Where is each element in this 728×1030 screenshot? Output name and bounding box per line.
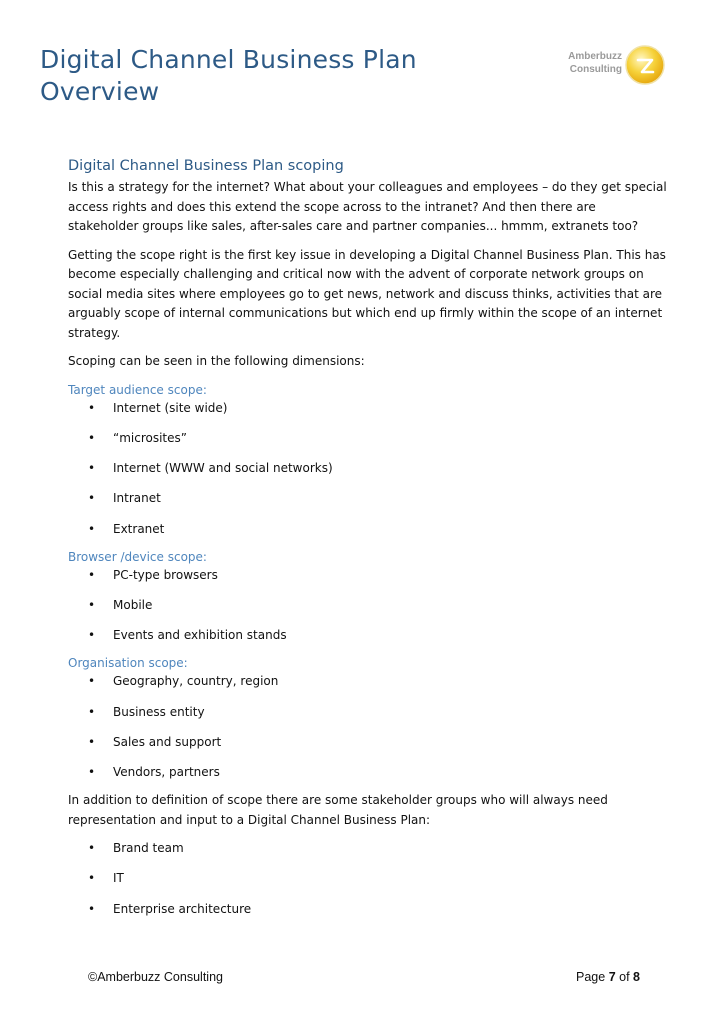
list-item: • Intranet	[88, 491, 161, 506]
bullet-icon: •	[88, 704, 96, 719]
list-item: • Internet (WWW and social networks)	[88, 461, 333, 476]
bullet-icon: •	[88, 491, 96, 506]
logo-text	[568, 50, 622, 76]
target-audience-list	[68, 399, 668, 538]
bullet-icon: •	[88, 871, 96, 886]
browser-device-list	[68, 566, 668, 645]
page-number: Page 7 of 8	[576, 970, 640, 984]
paragraph-scope-dimensions: Scoping can be seen in the following dimensions:	[68, 354, 365, 368]
list-item: • Events and exhibition stands	[88, 628, 287, 643]
stakeholder-list	[68, 839, 668, 918]
bullet-icon: •	[88, 461, 96, 476]
bullet-icon: •	[88, 765, 96, 780]
list-item: • PC-type browsers	[88, 567, 218, 582]
bullet-icon: •	[88, 521, 96, 536]
logo-line1: Amberbuzz	[568, 51, 622, 62]
bullet-icon: •	[88, 597, 96, 612]
organisation-heading: Organisation scope:	[68, 656, 188, 671]
bullet-icon: •	[88, 567, 96, 582]
main-content	[68, 156, 668, 930]
bullet-icon: •	[88, 674, 96, 689]
bullet-icon: •	[88, 841, 96, 856]
logo-orb-icon	[624, 44, 666, 86]
list-item: • Sales and support	[88, 734, 222, 749]
section-heading: Digital Channel Business Plan scoping	[68, 158, 344, 174]
logo-line2: Consulting	[569, 64, 622, 75]
list-item: • Internet (site wide)	[88, 400, 228, 415]
paragraph-scope-importance: Getting the scope right is the first key issue in developing a Digital Channel Business Plan. This has become especially challenging and critical now with the advent of corporate network groups on social media sites where employees go to get news, network and discuss thinks, activities that are arguably scope of internal communications but which end up firmly within the scope of an internet strategy.	[68, 247, 666, 340]
bullet-icon: •	[88, 628, 96, 643]
bullet-icon: •	[88, 734, 96, 749]
list-item: • Enterprise architecture	[88, 901, 252, 916]
list-item: • IT	[88, 871, 124, 886]
list-item: • “microsites”	[88, 430, 187, 445]
footer-copyright: ©Amberbuzz Consulting	[88, 970, 223, 984]
list-item: • Extranet	[88, 521, 165, 536]
browser-device-heading: Browser /device scope:	[68, 549, 207, 564]
list-item: • Vendors, partners	[88, 765, 220, 780]
paragraph-stakeholders: In addition to definition of scope there are some stakeholder groups who will always need representation and input to a Digital Channel Business Plan:	[68, 793, 608, 827]
organisation-list	[68, 672, 668, 781]
list-item: • Brand team	[88, 841, 184, 856]
document-title-line2: Overview	[40, 77, 160, 106]
list-item: • Geography, country, region	[88, 674, 279, 689]
company-logo	[556, 44, 666, 86]
bullet-icon: •	[88, 901, 96, 916]
page-current: 7	[608, 970, 616, 984]
list-item: • Mobile	[88, 597, 153, 612]
target-audience-heading: Target audience scope:	[68, 382, 207, 397]
document-title	[40, 44, 510, 108]
page-total: 8	[633, 970, 640, 984]
bullet-icon: •	[88, 430, 96, 445]
paragraph-scope-question: Is this a strategy for the internet? What about your colleagues and employees – do they get special access rights and does this extend the scope across to the intranet? And then there are stakeholder groups like sales, after-sales care and partner companies... hmmm, extranets too?	[68, 180, 667, 233]
list-item: • Business entity	[88, 704, 205, 719]
bullet-icon: •	[88, 400, 96, 415]
document-title-line1: Digital Channel Business Plan	[40, 45, 417, 74]
